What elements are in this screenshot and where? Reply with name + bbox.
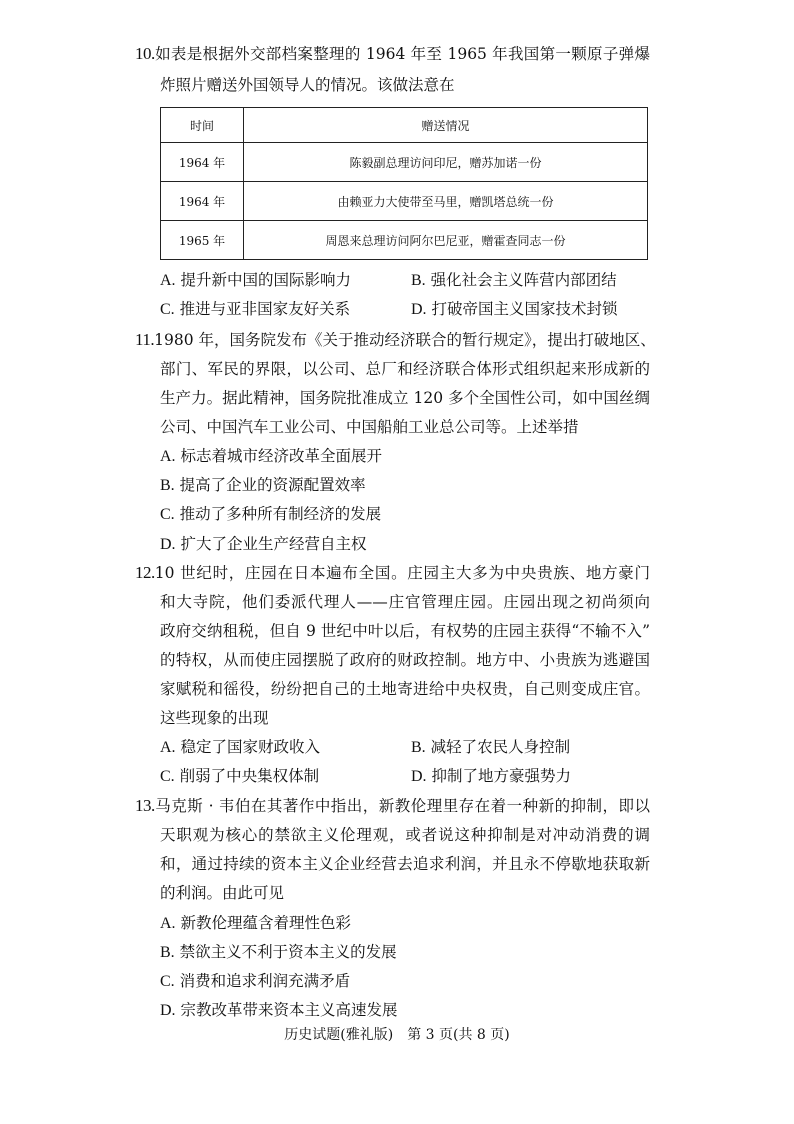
- question-11-number: 11.: [135, 330, 155, 349]
- question-13-number: 13.: [135, 796, 155, 815]
- option-text: 推动了多种所有制经济的发展: [179, 505, 382, 523]
- option-letter: D.: [160, 536, 176, 553]
- option-letter: C.: [160, 301, 175, 318]
- option-text: 强化社会主义阵营内部团结: [430, 271, 617, 289]
- table-cell-time: 1964 年: [161, 143, 244, 182]
- option-text: 抑制了地方豪强势力: [431, 767, 572, 785]
- table-row: [161, 143, 648, 182]
- question-11-line-1: [135, 330, 656, 350]
- table-header-details: 赠送情况: [244, 108, 648, 143]
- option-letter: D.: [160, 1002, 176, 1019]
- q13-option-b: [160, 942, 397, 963]
- q11-option-a: [160, 446, 382, 467]
- q12-option-d: [411, 766, 571, 787]
- question-12-text: 10 世纪时，庄园在日本遍布全国。庄园主大多为中央贵族、地方豪门: [154, 564, 650, 582]
- question-10-line-1: [135, 44, 650, 64]
- q11-option-d: [160, 534, 367, 555]
- question-13-line-3: 和，通过持续的资本主义企业经营去追求利润，并且永不停歇地获取新: [160, 855, 650, 873]
- question-12-line-2: 和大寺院，他们委派代理人——庄官管理庄园。庄园出现之初尚须向: [160, 593, 650, 611]
- option-text: 禁欲主义不利于资本主义的发展: [179, 943, 397, 961]
- question-13-line-1: [135, 796, 650, 816]
- option-letter: A.: [160, 739, 176, 756]
- q13-option-c: [160, 971, 350, 992]
- option-letter: C.: [160, 506, 175, 523]
- option-letter: A.: [160, 272, 176, 289]
- option-text: 推进与亚非国家友好关系: [179, 300, 351, 318]
- q12-option-b: [411, 737, 570, 758]
- table-cell-details: 由赖亚力大使带至马里，赠凯塔总统一份: [244, 182, 648, 221]
- question-10-text: 如表是根据外交部档案整理的 1964 年至 1965 年我国第一颗原子弹爆: [154, 45, 650, 63]
- page-footer: 历史试题(雅礼版) 第 3 页(共 8 页): [284, 1027, 510, 1043]
- q10-option-c: [160, 299, 350, 320]
- option-text: 扩大了企业生产经营自主权: [180, 535, 367, 553]
- question-12-line-4: 的特权，从而使庄园摆脱了政府的财政控制。地方中、小贵族为逃避国: [160, 651, 650, 669]
- option-text: 宗教改革带来资本主义高速发展: [180, 1001, 398, 1019]
- q10-option-a: [160, 270, 351, 291]
- table-row: [161, 221, 648, 260]
- option-letter: A.: [160, 448, 176, 465]
- question-10-line-2: 炸照片赠送外国领导人的情况。该做法意在: [160, 76, 455, 94]
- question-12-line-5: 家赋税和徭役，纷纷把自己的土地寄进给中央权贵，自己则变成庄官。: [160, 680, 650, 698]
- table-header-row: [161, 108, 648, 143]
- option-letter: D.: [411, 768, 427, 785]
- table-header-time: 时间: [161, 108, 244, 143]
- option-letter: B.: [160, 477, 175, 494]
- q11-option-b: [160, 475, 366, 496]
- question-13-text: 马克斯 · 韦伯在其著作中指出，新教伦理里存在着一种新的抑制，即以: [154, 797, 650, 815]
- option-letter: C.: [160, 973, 175, 990]
- option-text: 减轻了农民人身控制: [430, 738, 571, 756]
- table-cell-time: 1964 年: [161, 182, 244, 221]
- q13-option-d: [160, 1000, 398, 1021]
- question-11-text: 1980 年，国务院发布《关于推动经济联合的暂行规定》，提出打破地区、: [154, 331, 656, 349]
- question-12-number: 12.: [135, 563, 155, 582]
- table-cell-details: 陈毅副总理访问印尼，赠苏加诺一份: [244, 143, 648, 182]
- question-13-line-4: 的利润。由此可见: [160, 884, 285, 902]
- q11-option-c: [160, 504, 381, 525]
- q13-option-a: [160, 913, 351, 934]
- option-text: 稳定了国家财政收入: [180, 738, 321, 756]
- table-row: [161, 182, 648, 221]
- option-text: 消费和追求利润充满矛盾: [179, 972, 351, 990]
- table-cell-details: 周恩来总理访问阿尔巴尼亚，赠霍查同志一份: [244, 221, 648, 260]
- option-text: 提高了企业的资源配置效率: [179, 476, 366, 494]
- q12-option-c: [160, 766, 319, 787]
- option-text: 打破帝国主义国家技术封锁: [431, 300, 618, 318]
- gift-table: [160, 107, 648, 260]
- q10-option-b: [411, 270, 617, 291]
- question-12-line-6: 这些现象的出现: [160, 709, 269, 727]
- question-12-line-3: 政府交纳租税，但自 9 世纪中叶以后，有权势的庄园主获得“不输不入”: [160, 622, 650, 640]
- option-text: 提升新中国的国际影响力: [180, 271, 352, 289]
- q12-option-a: [160, 737, 320, 758]
- option-text: 新教伦理蕴含着理性色彩: [180, 914, 352, 932]
- option-letter: B.: [411, 272, 426, 289]
- option-text: 削弱了中央集权体制: [179, 767, 320, 785]
- question-11-line-3: 生产力。据此精神，国务院批准成立 120 多个全国性公司，如中国丝绸: [160, 389, 650, 407]
- option-letter: B.: [160, 944, 175, 961]
- question-13-line-2: 天职观为核心的禁欲主义伦理观，或者说这种抑制是对冲动消费的调: [160, 826, 650, 844]
- option-letter: C.: [160, 768, 175, 785]
- question-11-line-4: 公司、中国汽车工业公司、中国船舶工业总公司等。上述举措: [160, 418, 579, 436]
- question-11-line-2: 部门、军民的界限，以公司、总厂和经济联合体形式组织起来形成新的: [160, 360, 650, 378]
- option-letter: D.: [411, 301, 427, 318]
- q10-option-d: [411, 299, 618, 320]
- question-12-line-1: [135, 563, 650, 583]
- option-letter: B.: [411, 739, 426, 756]
- option-text: 标志着城市经济改革全面展开: [180, 447, 383, 465]
- question-10-number: 10.: [135, 44, 155, 63]
- option-letter: A.: [160, 915, 176, 932]
- table-cell-time: 1965 年: [161, 221, 244, 260]
